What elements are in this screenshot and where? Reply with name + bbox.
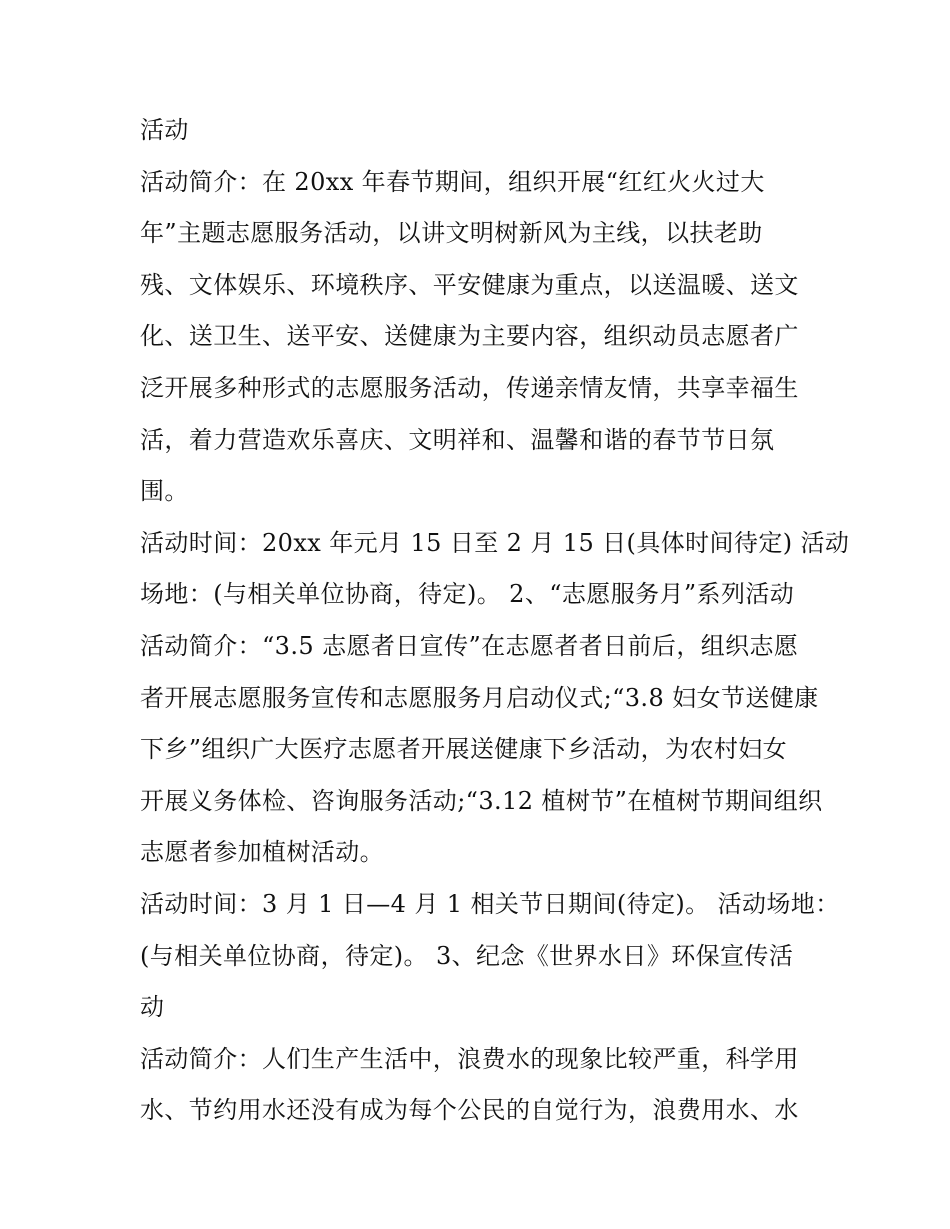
text-line-13: 下乡”组织广大医疗志愿者开展送健康下乡活动，为农村妇女 [140,735,788,764]
text-line-2: 活动简介：在 20xx 年春节期间，组织开展“红红火火过大 [140,167,765,196]
text-line-10: 场地：(与相关单位协商，待定)。 2、“志愿服务月”系列活动 [140,580,795,609]
document-body [140,108,850,1140]
text-line-18: 动 [140,993,165,1022]
text-line-11: 活动简介：“3.5 志愿者日宣传”在志愿者者日前后，组织志愿 [140,631,799,660]
text-line-12: 者开展志愿服务宣传和志愿服务月启动仪式;“3.8 妇女节送健康 [140,683,819,712]
text-line-16: 活动时间：3 月 1 日—4 月 1 相关节日期间(待定)。 活动场地： [140,889,840,918]
text-line-4: 残、文体娱乐、环境秩序、平安健康为重点，以送温暖、送文 [140,270,799,299]
text-line-9: 活动时间：20xx 年元月 15 日至 2 月 15 日(具体时间待定) 活动 [140,528,850,557]
text-line-6: 泛开展多种形式的志愿服务活动，传递亲情友情，共享幸福生 [140,373,799,402]
text-line-20: 水、节约用水还没有成为每个公民的自觉行为，浪费用水、水 [140,1096,799,1125]
text-line-19: 活动简介：人们生产生活中，浪费水的现象比较严重，科学用 [140,1044,799,1073]
text-line-14: 开展义务体检、咨询服务活动;“3.12 植树节”在植树节期间组织 [140,786,823,815]
text-line-15: 志愿者参加植树活动。 [140,838,384,867]
text-line-8: 围。 [140,477,189,506]
text-line-3: 年”主题志愿服务活动，以讲文明树新风为主线，以扶老助 [140,219,763,248]
text-line-1: 活动 [140,116,189,144]
text-line-7: 活，着力营造欢乐喜庆、文明祥和、温馨和谐的春节节日氛 [140,425,775,454]
text-line-17: (与相关单位协商，待定)。 3、纪念《世界水日》环保宣传活 [140,941,794,970]
text-line-5: 化、送卫生、送平安、送健康为主要内容，组织动员志愿者广 [140,322,799,351]
